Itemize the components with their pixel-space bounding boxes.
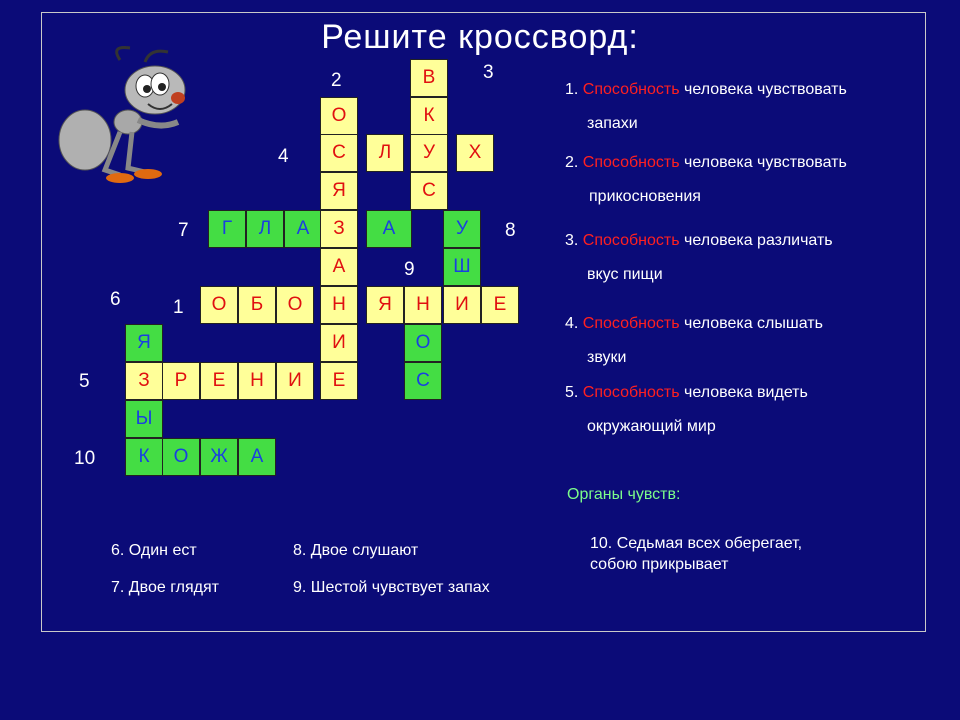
- riddle-6: 6. Один ест: [111, 542, 197, 559]
- clue-5: [565, 376, 925, 444]
- crossword-cell[interactable]: Я: [366, 286, 404, 324]
- crossword-cell[interactable]: З: [125, 362, 163, 400]
- clue-num: 4.: [565, 315, 579, 332]
- crossword-cell[interactable]: И: [320, 324, 358, 362]
- crossword-cell[interactable]: О: [320, 97, 358, 135]
- crossword-cell[interactable]: Х: [456, 134, 494, 172]
- crossword-cell[interactable]: О: [162, 438, 200, 476]
- crossword-cell[interactable]: А: [320, 248, 358, 286]
- riddle-10-line2: собою прикрывает: [590, 556, 729, 573]
- clue-num: 3.: [565, 232, 579, 249]
- clue-text: человека чувствовать: [679, 154, 847, 171]
- clue-4: [565, 307, 925, 375]
- crossword-cell[interactable]: И: [276, 362, 314, 400]
- crossword-cell[interactable]: Н: [404, 286, 442, 324]
- clue-number-10: 10: [74, 448, 96, 469]
- clue-number-9: 9: [404, 259, 415, 280]
- clue-number-7: 7: [178, 220, 189, 241]
- crossword-cell[interactable]: А: [238, 438, 276, 476]
- clue-text: человека чувствовать: [679, 81, 847, 98]
- clue-text: человека различать: [679, 232, 833, 249]
- crossword-cell[interactable]: Я: [125, 324, 163, 362]
- clue-line2: вкус пищи: [587, 266, 663, 283]
- crossword-cell[interactable]: Л: [246, 210, 284, 248]
- crossword-cell[interactable]: Н: [238, 362, 276, 400]
- clue-number-6: 6: [110, 289, 121, 310]
- clue-num: 5.: [565, 384, 579, 401]
- crossword-cell[interactable]: Р: [162, 362, 200, 400]
- crossword-cell[interactable]: И: [443, 286, 481, 324]
- clue-line2: запахи: [587, 115, 638, 132]
- crossword-cell[interactable]: Ж: [200, 438, 238, 476]
- crossword-cell[interactable]: Е: [481, 286, 519, 324]
- riddle-8: 8. Двое слушают: [293, 542, 419, 559]
- clue-1: [565, 73, 925, 141]
- crossword-cell[interactable]: О: [404, 324, 442, 362]
- crossword-cell[interactable]: Л: [366, 134, 404, 172]
- clue-3: [565, 224, 925, 292]
- clue-number-8: 8: [505, 220, 516, 241]
- ant-icon: [50, 40, 190, 190]
- clue-text: человека слышать: [679, 315, 823, 332]
- crossword-cell[interactable]: А: [284, 210, 322, 248]
- clue-num: 2.: [565, 154, 579, 171]
- riddle-10-line1: 10. Седьмая всех оберегает,: [590, 535, 803, 552]
- clue-number-4: 4: [278, 146, 289, 167]
- crossword-cell[interactable]: Ы: [125, 400, 163, 438]
- organs-label: Органы чувств:: [567, 486, 681, 503]
- crossword-cell[interactable]: Ш: [443, 248, 481, 286]
- clue-number-5: 5: [79, 371, 90, 392]
- crossword-cell[interactable]: О: [200, 286, 238, 324]
- crossword-cell[interactable]: К: [410, 97, 448, 135]
- clue-number-2: 2: [331, 70, 342, 91]
- clue-2: [565, 146, 925, 214]
- crossword-cell[interactable]: Б: [238, 286, 276, 324]
- crossword-cell[interactable]: Н: [320, 286, 358, 324]
- crossword-cell[interactable]: З: [320, 210, 358, 248]
- crossword-cell[interactable]: К: [125, 438, 163, 476]
- riddle-7: 7. Двое глядят: [111, 579, 219, 596]
- crossword-cell[interactable]: Я: [320, 172, 358, 210]
- crossword-cell[interactable]: С: [404, 362, 442, 400]
- clue-highlight: Способность: [582, 384, 680, 401]
- crossword-cell[interactable]: Е: [320, 362, 358, 400]
- clue-line2: звуки: [587, 349, 627, 366]
- clue-number-1: 1: [173, 297, 184, 318]
- clue-num: 1.: [565, 81, 579, 98]
- clue-text: человека видеть: [679, 384, 808, 401]
- clue-highlight: Способность: [582, 81, 680, 98]
- crossword-cell[interactable]: С: [320, 134, 358, 172]
- clue-number-3: 3: [483, 62, 494, 83]
- crossword-cell[interactable]: Е: [200, 362, 238, 400]
- crossword-cell[interactable]: А: [366, 210, 412, 248]
- crossword-cell[interactable]: В: [410, 59, 448, 97]
- crossword-cell[interactable]: У: [410, 134, 448, 172]
- clue-highlight: Способность: [582, 315, 680, 332]
- clue-line2: прикосновения: [589, 188, 701, 205]
- page-title: Решите кроссворд:: [321, 18, 639, 56]
- clue-highlight: Способность: [582, 154, 680, 171]
- crossword-cell[interactable]: О: [276, 286, 314, 324]
- crossword-cell[interactable]: Г: [208, 210, 246, 248]
- clue-line2: окружающий мир: [587, 418, 716, 435]
- crossword-cell[interactable]: У: [443, 210, 481, 248]
- riddle-9: 9. Шестой чувствует запах: [293, 579, 490, 596]
- crossword-cell[interactable]: С: [410, 172, 448, 210]
- clue-highlight: Способность: [582, 232, 680, 249]
